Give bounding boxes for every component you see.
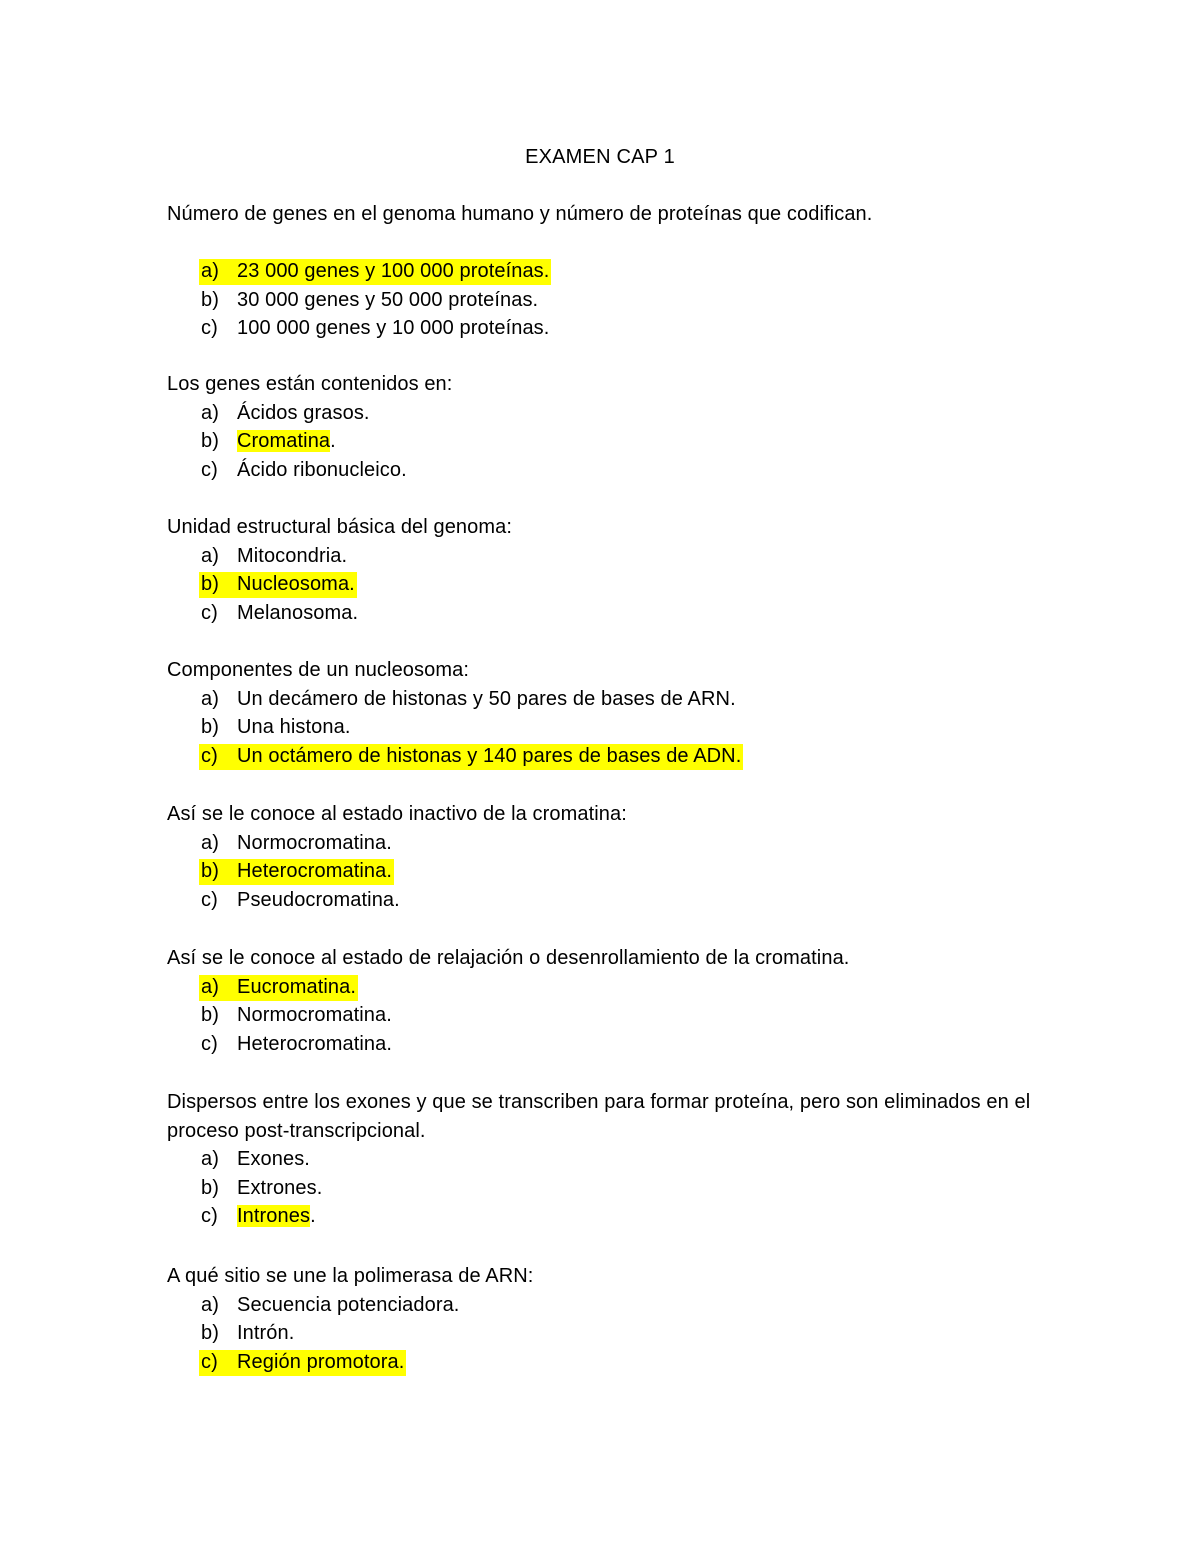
answer-option bbox=[167, 1001, 1047, 1030]
option-text bbox=[237, 973, 356, 1002]
option-letter: c) bbox=[201, 744, 218, 767]
option-letter: c) bbox=[201, 1032, 218, 1055]
option-letter: b) bbox=[201, 1322, 219, 1345]
option-main-text: Eucromatina. bbox=[237, 975, 357, 998]
option-main-text: Melanosoma. bbox=[237, 601, 359, 624]
option-text bbox=[237, 542, 347, 571]
question-text: Así se le conoce al estado inactivo de la cromatina: bbox=[167, 803, 627, 825]
option-letter: c) bbox=[201, 458, 218, 481]
question-text: Así se le conoce al estado de relajación o desenrollamiento de la cromatina. bbox=[167, 947, 850, 969]
option-text bbox=[237, 1174, 322, 1203]
option-letter: a) bbox=[201, 1293, 219, 1316]
option-text bbox=[237, 1145, 310, 1174]
answer-option bbox=[167, 1291, 1047, 1320]
option-main-text: Normocromatina. bbox=[237, 831, 392, 854]
option-text bbox=[237, 857, 392, 886]
option-letter: b) bbox=[201, 1176, 219, 1199]
option-letter: b) bbox=[201, 288, 219, 311]
option-list bbox=[167, 257, 1047, 343]
option-main-text: Extrones. bbox=[237, 1176, 323, 1199]
question-block bbox=[167, 1088, 1047, 1231]
option-letter: b) bbox=[201, 573, 219, 596]
option-letter: c) bbox=[201, 1350, 218, 1373]
answer-option bbox=[167, 713, 1047, 742]
option-text bbox=[237, 286, 538, 315]
option-main-text: 100 000 genes y 10 000 proteínas. bbox=[237, 317, 550, 340]
answer-option bbox=[167, 570, 1047, 599]
answer-option bbox=[167, 1145, 1047, 1174]
option-suffix: . bbox=[330, 430, 336, 453]
option-text bbox=[237, 1030, 392, 1059]
option-text bbox=[237, 1001, 392, 1030]
option-text bbox=[237, 314, 549, 343]
option-letter: a) bbox=[201, 1148, 219, 1171]
answer-option bbox=[167, 456, 1047, 485]
option-main-text: Un decámero de histonas y 50 pares de bases de ARN. bbox=[237, 687, 736, 710]
option-main-text: Nucleosoma. bbox=[237, 573, 355, 596]
question-block bbox=[167, 800, 1047, 914]
answer-option bbox=[167, 314, 1047, 343]
option-main-text: Un octámero de histonas y 140 pares de bases de ADN. bbox=[237, 744, 742, 767]
option-letter: b) bbox=[201, 860, 219, 883]
answer-option bbox=[167, 886, 1047, 915]
answer-option bbox=[167, 1348, 1047, 1377]
question-block bbox=[167, 200, 1047, 343]
option-main-text: Exones. bbox=[237, 1148, 310, 1171]
exam-title: EXAMEN CAP 1 bbox=[525, 146, 675, 168]
answer-option bbox=[167, 1174, 1047, 1203]
option-list bbox=[167, 1291, 1047, 1377]
option-main-text: Intrón. bbox=[237, 1322, 295, 1345]
option-text bbox=[237, 1202, 316, 1231]
option-list bbox=[167, 542, 1047, 628]
option-main-text: Heterocromatina. bbox=[237, 1032, 392, 1055]
option-letter: c) bbox=[201, 601, 218, 624]
option-text bbox=[237, 456, 407, 485]
answer-option bbox=[167, 1030, 1047, 1059]
question-block bbox=[167, 944, 1047, 1058]
option-letter: c) bbox=[201, 888, 218, 911]
option-letter: a) bbox=[201, 260, 219, 283]
option-main-text: Ácido ribonucleico. bbox=[237, 458, 407, 481]
question-text: Los genes están contenidos en: bbox=[167, 373, 453, 395]
option-text bbox=[237, 427, 336, 456]
option-text bbox=[237, 829, 392, 858]
answer-option bbox=[167, 427, 1047, 456]
option-list bbox=[167, 399, 1047, 485]
option-letter: b) bbox=[201, 430, 219, 453]
option-letter: a) bbox=[201, 975, 219, 998]
option-suffix: . bbox=[310, 1205, 316, 1228]
answer-option bbox=[167, 685, 1047, 714]
option-text bbox=[237, 1319, 294, 1348]
answer-option bbox=[167, 399, 1047, 428]
option-list bbox=[167, 829, 1047, 915]
option-letter: a) bbox=[201, 831, 219, 854]
question-block bbox=[167, 656, 1047, 770]
option-text bbox=[237, 399, 370, 428]
option-main-text: Pseudocromatina. bbox=[237, 888, 400, 911]
option-text bbox=[237, 570, 355, 599]
question-block bbox=[167, 513, 1047, 627]
answer-option bbox=[167, 829, 1047, 858]
option-main-text: 23 000 genes y 100 000 proteínas. bbox=[237, 260, 550, 283]
question-text: Unidad estructural básica del genoma: bbox=[167, 516, 513, 538]
question-text: Dispersos entre los exones y que se transcriben para formar proteína, pero son eliminados en el proceso post-transcripcional. bbox=[167, 1091, 1031, 1142]
option-list bbox=[167, 1145, 1047, 1231]
highlighted-answer-word: Cromatina bbox=[237, 430, 331, 453]
option-text bbox=[237, 1291, 459, 1320]
option-text bbox=[237, 713, 351, 742]
option-letter: a) bbox=[201, 544, 219, 567]
option-letter: a) bbox=[201, 687, 219, 710]
option-text bbox=[237, 599, 358, 628]
question-text: Componentes de un nucleosoma: bbox=[167, 659, 469, 681]
answer-option bbox=[167, 257, 1047, 286]
answer-option bbox=[167, 742, 1047, 771]
option-main-text: Mitocondria. bbox=[237, 544, 348, 567]
spacer bbox=[167, 229, 1047, 258]
question-block bbox=[167, 370, 1047, 484]
option-letter: c) bbox=[201, 1205, 218, 1228]
option-list bbox=[167, 685, 1047, 771]
option-main-text: Región promotora. bbox=[237, 1350, 405, 1373]
option-letter: c) bbox=[201, 317, 218, 340]
option-main-text: Una histona. bbox=[237, 716, 351, 739]
answer-option bbox=[167, 857, 1047, 886]
option-letter: b) bbox=[201, 716, 219, 739]
answer-option bbox=[167, 1202, 1047, 1231]
answer-option bbox=[167, 1319, 1047, 1348]
answer-option bbox=[167, 286, 1047, 315]
option-main-text: Secuencia potenciadora. bbox=[237, 1293, 460, 1316]
option-text bbox=[237, 257, 549, 286]
option-text bbox=[237, 886, 400, 915]
answer-option bbox=[167, 973, 1047, 1002]
option-text bbox=[237, 1348, 404, 1377]
question-block bbox=[167, 1262, 1047, 1376]
option-text bbox=[237, 742, 741, 771]
option-main-text: Normocromatina. bbox=[237, 1004, 392, 1027]
option-main-text: 30 000 genes y 50 000 proteínas. bbox=[237, 288, 539, 311]
option-main-text: Heterocromatina. bbox=[237, 860, 392, 883]
answer-option bbox=[167, 599, 1047, 628]
question-text: A qué sitio se une la polimerasa de ARN: bbox=[167, 1265, 534, 1287]
option-letter: a) bbox=[201, 401, 219, 424]
answer-option bbox=[167, 542, 1047, 571]
option-list bbox=[167, 973, 1047, 1059]
option-letter: b) bbox=[201, 1004, 219, 1027]
option-text bbox=[237, 685, 736, 714]
question-text: Número de genes en el genoma humano y número de proteínas que codifican. bbox=[167, 203, 873, 225]
option-main-text: Ácidos grasos. bbox=[237, 401, 370, 424]
highlighted-answer-word: Intrones bbox=[237, 1205, 311, 1228]
